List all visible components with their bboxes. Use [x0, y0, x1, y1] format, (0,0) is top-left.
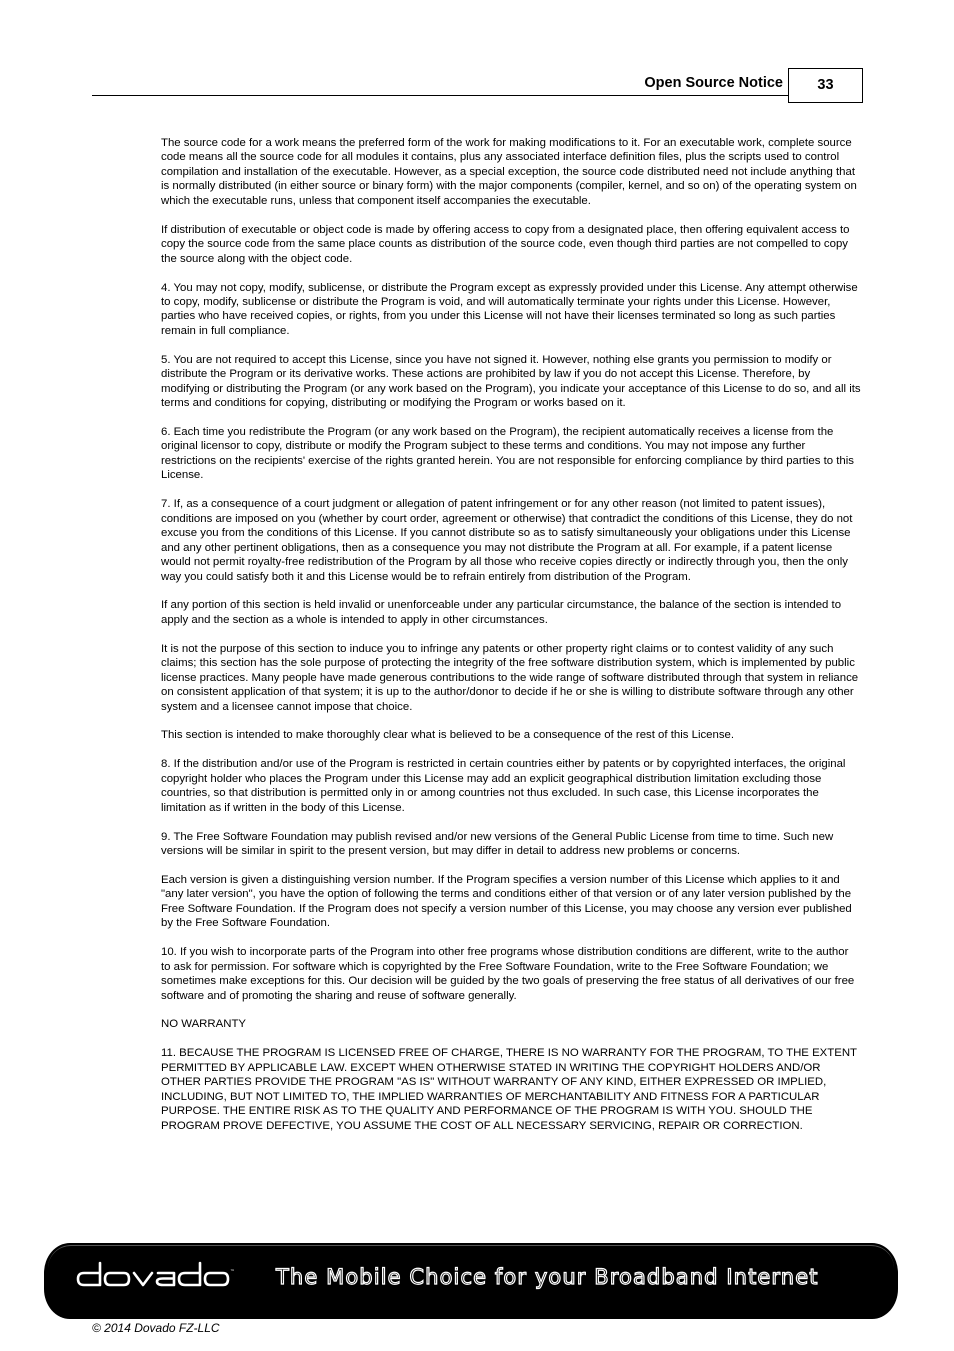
paragraph: 11. BECAUSE THE PROGRAM IS LICENSED FREE OF CHARGE, THERE IS NO WARRANTY FOR THE PROGRAM, TO THE EXTENT PERMITTED BY APPLICABLE LAW. EXCEPT WHEN OTHERWISE STATED IN WRITING THE COPYRIGHT HOLDERS AND/OR OTHER PARTIES PROVIDE THE PROGRAM "AS IS" WITHOUT WARRANTY OF ANY KIND, EITHER EXPRESSED OR IMPLIED, INCLUDING, BUT NOT LIMITED TO, THE IMPLIED WARRANTIES OF MERCHANTABILITY AND FITNESS FOR A PARTICULAR PURPOSE. THE ENTIRE RISK AS TO THE QUALITY AND PERFORMANCE OF THE PROGRAM IS WITH YOU. SHOULD THE PROGRAM PROVE DEFECTIVE, YOU ASSUME THE COST OF ALL NECESSARY SERVICING, REPAIR OR CORRECTION. [161, 1047, 857, 1132]
paragraph: Each version is given a distinguishing version number. If the Program specifies a version number of this License which applies to it and "any later version", you have the option of following the terms and conditions either of that version or of any later version published by the Free Software Foundation. If the Program does not specify a version number of this License, you may choose any version ever published by the Free Software Foundation. [161, 873, 852, 930]
paragraph: 8. If the distribution and/or use of the Program is restricted in certain countries either by patents or by copyrighted interfaces, the original copyright holder who places the Program under this License may add an explicit geographical distribution limitation excluding those countries, so that distribution is permitted only in or among countries not thus excluded. In such case, this License incorporates the limitation as if written in the body of this License. [161, 758, 846, 814]
paragraph: The source code for a work means the preferred form of the work for making modifications to it. For an executable work, complete source code means all the source code for all modules it contains, plus any associated interface definition files, plus the scripts used to control compilation and installation of the executable. However, as a special exception, the source code distributed need not include anything that is normally distributed (in either source or binary form) with the major components (compiler, kernel, and so on) of the operating system on which the executable runs, unless that component itself accompanies the executable. [161, 137, 857, 207]
paragraph: 5. You are not required to accept this License, since you have not signed it. However, nothing else grants you permission to modify or distribute the Program or its derivative works. These actions are prohibited by law if you do not accept this License. Therefore, by modifying or distributing the Program (or any work based on the Program), you indicate your acceptance of this License to do so, and all its terms and conditions for copying, distributing or modifying the Program or works based on it. [161, 353, 861, 410]
paragraph: If any portion of this section is held invalid or unenforceable under any particular circumstance, the balance of the section is intended to apply and the section as a whole is intended to apply in other circumstances. [161, 599, 842, 626]
paragraph: If distribution of executable or object code is made by offering access to copy from a designated place, then offering equivalent access to copy the source code from the same place counts as distribution of the source code, even though third parties are not compelled to copy the source along with the object code. [161, 223, 850, 265]
paragraph: 9. The Free Software Foundation may publish revised and/or new versions of the General Public License from time to time. Such new versions will be similar in spirit to the present version, but may differ in detail to address new problems or concerns. [161, 830, 834, 858]
header-title: Open Source Notice [644, 75, 783, 91]
dovado-logo [76, 1261, 236, 1291]
document-body [161, 136, 861, 1147]
svg-text:™: ™ [230, 1269, 235, 1275]
section-heading: NO WARRANTY [161, 1018, 247, 1031]
paragraph: 4. You may not copy, modify, sublicense, or distribute the Program except as expressly provided under this License. Any attempt otherwise to copy, modify, sublicense or distribute the Program is void, and will automatically terminate your rights under this License. However, parties who have received copies, or rights, from you under this License will not have their licenses terminated so long as such parties remain in full compliance. [161, 281, 858, 337]
paragraph: 7. If, as a consequence of a court judgment or allegation of patent infringement or for any other reason (not limited to patent issues), conditions are imposed on you (whether by court order, agreement or otherwise) that contradict the conditions of this License, they do not excuse you from the conditions of this License. If you cannot distribute so as to satisfy simultaneously your obligations under this License and any other pertinent obligations, then as a consequence you may not distribute the Program at all. For example, if a patent license would not permit royalty-free redistribution of the Program by all those who receive copies directly or indirectly through you, then the only way you could satisfy both it and this License would be to refrain entirely from distribution of the Program. [161, 498, 853, 583]
paragraph: This section is intended to make thoroughly clear what is believed to be a consequence of the rest of this License. [161, 729, 735, 742]
copyright-text: © 2014 Dovado FZ-LLC [92, 1321, 220, 1335]
header-rule [92, 95, 789, 96]
page-number: 33 [788, 68, 863, 103]
paragraph: 10. If you wish to incorporate parts of the Program into other free programs whose distribution conditions are different, write to the author to ask for permission. For software which is copyrighted by the Free Software Foundation, write to the Free Software Foundation; we sometimes make exceptions for this. Our decision will be guided by the two goals of preserving the free status of all derivatives of our free software and of promoting the sharing and reuse of software generally. [161, 946, 855, 1002]
paragraph: It is not the purpose of this section to induce you to infringe any patents or other property right claims or to contest validity of any such claims; this section has the sole purpose of protecting the integrity of the free software distribution system, which is implemented by public license practices. Many people have made generous contributions to the wide range of software distributed through that system in reliance on consistent application of that system; it is up to the author/donor to decide if he or she is willing to distribute software through any other system and a licensee cannot impose that choice. [161, 642, 859, 713]
paragraph: 6. Each time you redistribute the Program (or any work based on the Program), the recipient automatically receives a license from the original licensor to copy, distribute or modify the Program subject to these terms and conditions. You may not impose any further restrictions on the recipients' exercise of the rights granted herein. You are not responsible for enforcing compliance by third parties to this License. [161, 426, 854, 482]
banner-tagline: The Mobile Choice for your Broadband Internet [276, 1265, 819, 1289]
